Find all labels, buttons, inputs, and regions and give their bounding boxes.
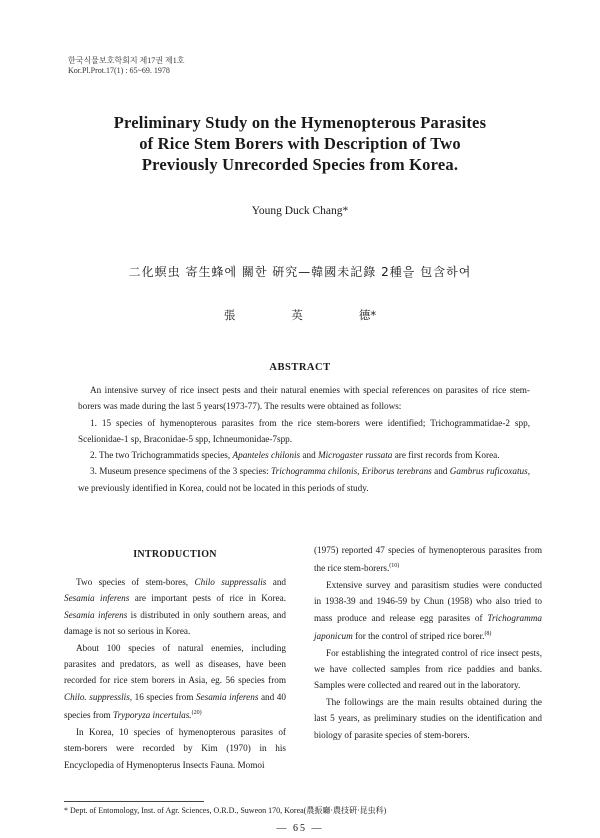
- korean-author-char-2: 英: [291, 308, 303, 322]
- right-paragraph-3: For establishing the integrated control of rice insect pests, we have collected samples from rice paddies and banks. Samples were collected and reared out in the laboratory.: [314, 647, 542, 691]
- right-paragraph-2: Extensive survey and parasitism studies were conducted in 1938-39 and 1946-59 by Chun (1958) who also tried to mass produce and release egg parasites of Trichogramma japonicum for the control of striped rice borer.$^{(8)}$: [314, 579, 542, 642]
- right-column: [314, 542, 542, 743]
- intro-paragraph-3: In Korea, 10 species of hymenopterous parasites of stem-borers were recorded by Kim (1970) in his Encyclopedia of Hymenopterus Insects Fauna. Momoi: [64, 726, 286, 770]
- title-line-3: Previously Unrecorded Species from Korea.: [141, 155, 459, 174]
- author-name: Young Duck Chang*: [251, 205, 349, 217]
- korean-author-char-1: 張: [223, 308, 236, 322]
- left-column: [64, 574, 286, 773]
- journal-citation: [68, 56, 184, 76]
- korean-author-char-3: 德*: [358, 308, 377, 322]
- right-paragraph-4: The followings are the main results obtained during the last 5 years, as preliminary studies on the identification and biology of parasite species of stem-borers.: [314, 696, 542, 740]
- korean-author: [0, 307, 600, 323]
- page-number: — 65 —: [276, 823, 324, 834]
- abstract-paragraph: An intensive survey of rice insect pests and their natural enemies with special references on parasites of rice stem-borers was made during the last 5 years(1973-77). The results were obtained as follows:: [78, 385, 530, 412]
- title-line-2: of Rice Stem Borers with Description of Two: [139, 134, 461, 153]
- abstract-item-2: 2. The two Trichogrammatids species, Apanteles chilonis and Microgaster russata are first records from Korea.: [90, 450, 500, 461]
- footnote-divider: [64, 801, 204, 802]
- intro-paragraph-2: About 100 species of natural enemies, including parasites and predators, as well as diseases, have been recorded for rice stem borers in Asia, eg. 56 species from Chilo. suppresslis, 16 species from Sesamia inferens and 40 species from Tryporyza incertulas.$^{(20)}$: [64, 642, 286, 721]
- korean-title: 二化螟虫 寄生蜂에 關한 硏究—韓國未記錄 2種을 包含하여: [128, 265, 472, 279]
- abstract-item-3: 3. Museum presence specimens of the 3 species: Trichogramma chilonis, Eriborus terebrans and Gambrus ruficoxatus, we previously identified in Korea, could not be located in this periods of study.: [78, 466, 530, 493]
- intro-paragraph-1: Two species of stem-bores, Chilo suppressalis and Sesamia inferens are important pests of rice in Korea. Sesamia inferens is distributed in only southern areas, and damage is not so serious in Korea.: [64, 577, 287, 637]
- title-line-1: Preliminary Study on the Hymenopterous Parasites: [113, 113, 487, 132]
- abstract-item-1: 1. 15 species of hymenopterous parasites from the rice stem-borers were identified; Trichogrammatidae-2 spp, Scelionidae-1 sp, Braconidae-5 spp, Ichneumonidae-7spp.: [78, 417, 530, 444]
- abstract-body: [78, 382, 530, 496]
- paper-title: [60, 112, 540, 175]
- abstract-heading: ABSTRACT: [269, 362, 331, 373]
- right-paragraph-1: (1975) reported 47 species of hymenopterous parasites from the rice stem-borers.$^{(10)}$: [314, 545, 542, 574]
- journal-volume: Kor.Pl.Prot.17(1) : 65~69. 1978: [68, 66, 170, 75]
- introduction-heading: INTRODUCTION: [133, 549, 217, 560]
- journal-name-korean: 한국식물보호학회지 제17권 제1호: [68, 56, 185, 65]
- author-affiliation-footnote: * Dept. of Entomology, Inst. of Agr. Sciences, O.R.D., Suweon 170, Korea(農振廳·農技硏·昆虫科): [64, 806, 387, 815]
